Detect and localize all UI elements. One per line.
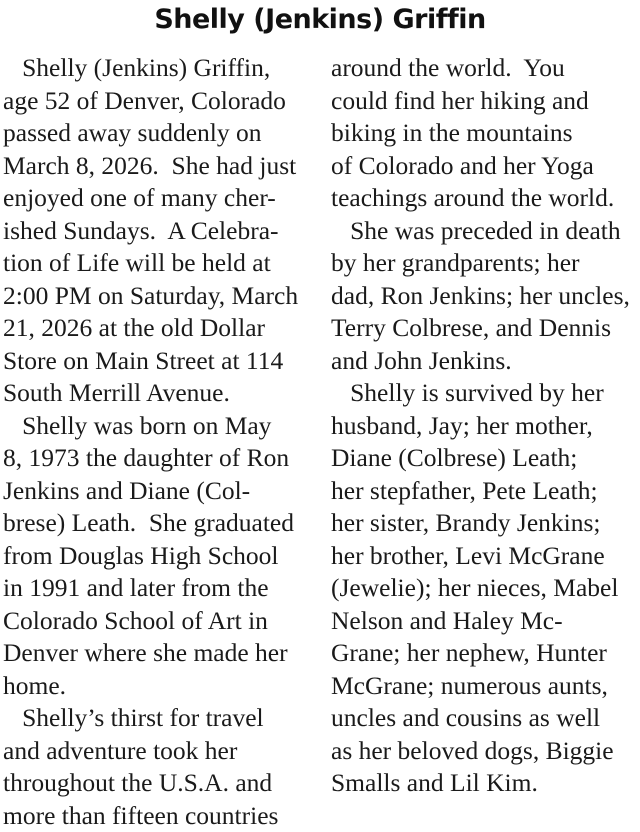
text-line: dad, Ron Jenkins; her uncles, bbox=[331, 280, 640, 313]
text-line: Colorado School of Art in bbox=[3, 605, 313, 638]
text-line: from Douglas High School bbox=[3, 540, 313, 573]
text-line: biking in the mountains bbox=[331, 117, 640, 150]
text-line: Nelson and Haley Mc- bbox=[331, 605, 640, 638]
text-line: Shelly is survived by her bbox=[331, 377, 640, 410]
text-line: by her grandparents; her bbox=[331, 247, 640, 280]
text-line: Denver where she made her bbox=[3, 637, 313, 670]
text-line: 8, 1973 the daughter of Ron bbox=[3, 442, 313, 475]
text-line: Terry Colbrese, and Dennis bbox=[331, 312, 640, 345]
text-line: passed away suddenly on bbox=[3, 117, 313, 150]
text-line: and adventure took her bbox=[3, 735, 313, 768]
text-line: uncles and cousins as well bbox=[331, 702, 640, 735]
text-line: brese) Leath. She graduated bbox=[3, 507, 313, 540]
text-line: March 8, 2026. She had just bbox=[3, 150, 313, 183]
right-column bbox=[331, 52, 640, 800]
text-line: age 52 of Denver, Colorado bbox=[3, 85, 313, 118]
text-line: her stepfather, Pete Leath; bbox=[331, 475, 640, 508]
text-line: Jenkins and Diane (Col- bbox=[3, 475, 313, 508]
text-line: home. bbox=[3, 670, 313, 703]
text-line: as her beloved dogs, Biggie bbox=[331, 735, 640, 768]
text-line: She was preceded in death bbox=[331, 215, 640, 248]
text-line: 2:00 PM on Saturday, March bbox=[3, 280, 313, 313]
text-line: Diane (Colbrese) Leath; bbox=[331, 442, 640, 475]
left-column bbox=[3, 52, 313, 832]
text-line: of Colorado and her Yoga bbox=[331, 150, 640, 183]
text-line: enjoyed one of many cher- bbox=[3, 182, 313, 215]
text-line: her brother, Levi McGrane bbox=[331, 540, 640, 573]
text-line: South Merrill Avenue. bbox=[3, 377, 313, 410]
text-line: throughout the U.S.A. and bbox=[3, 767, 313, 800]
text-line: Shelly’s thirst for travel bbox=[3, 702, 313, 735]
text-line: around the world. You bbox=[331, 52, 640, 85]
text-line: and John Jenkins. bbox=[331, 345, 640, 378]
text-line: (Jewelie); her nieces, Mabel bbox=[331, 572, 640, 605]
text-line: Shelly (Jenkins) Griffin, bbox=[3, 52, 313, 85]
text-line: teachings around the world. bbox=[331, 182, 640, 215]
text-line: her sister, Brandy Jenkins; bbox=[331, 507, 640, 540]
text-line: more than fifteen countries bbox=[3, 800, 313, 832]
text-line: Store on Main Street at 114 bbox=[3, 345, 313, 378]
text-line: Shelly was born on May bbox=[3, 410, 313, 443]
text-line: Grane; her nephew, Hunter bbox=[331, 637, 640, 670]
text-line: 21, 2026 at the old Dollar bbox=[3, 312, 313, 345]
text-line: Smalls and Lil Kim. bbox=[331, 767, 640, 800]
text-line: in 1991 and later from the bbox=[3, 572, 313, 605]
text-line: ished Sundays. A Celebra- bbox=[3, 215, 313, 248]
text-line: could find her hiking and bbox=[331, 85, 640, 118]
text-line: tion of Life will be held at bbox=[3, 247, 313, 280]
text-line: husband, Jay; her mother, bbox=[331, 410, 640, 443]
text-line: McGrane; numerous aunts, bbox=[331, 670, 640, 703]
obituary-title: Shelly (Jenkins) Griffin bbox=[0, 0, 640, 40]
